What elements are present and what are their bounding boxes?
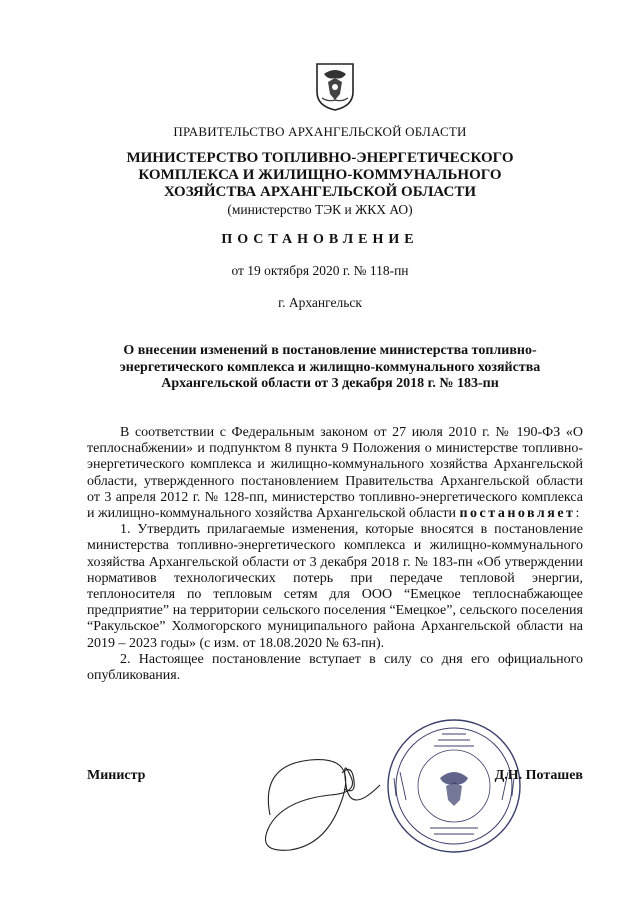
document-type: ПОСТАНОВЛЕНИЕ	[221, 232, 419, 247]
ministry-line: МИНИСТЕРСТВО ТОПЛИВНО-ЭНЕРГЕТИЧЕСКОГО	[126, 150, 514, 166]
body-item-1: 1. Утвердить прилагаемые изменения, которые вносятся в постановление министерства топливно-энергетического комплекса и жилищно-коммунального хозяйства Архангельской области от 3 декабря 2018 г. № 183-пн «Об утверждении нормативов технологических потерь при передаче тепловой энергии, теплоносителя по тепловым сетям для ООО “Емецкое теплоснабжающее предприятие” на территории сельского поселения “Емецкое”, сельского поселения “Ракульское” Холмогорского муниципального района Архангельской области на 2019 – 2023 годы» (с изм. от 18.08.2020 № 63-пн).	[87, 522, 583, 651]
body-intro-paragraph	[87, 425, 583, 522]
body-intro: В соответствии с Федеральным законом от 27 июля 2010 г. № 190-ФЗ «О теплоснабжении» и подпунктом 8 пункта 9 Положения о министерстве топливно-энергетического комплекса и жилищно-коммунального хозяйства Архангельской области, утвержденного постановлением Правительства Архангельской области от 3 апреля 2012 г. № 128-пп, министерство топливно-энергетического комплекса и жилищно-коммунального хозяйства Архангельской области	[87, 425, 583, 522]
document-city: г. Архангельск	[278, 295, 362, 310]
ministry-short-name: (министерство ТЭК и ЖКХ АО)	[227, 202, 413, 217]
coat-of-arms-icon	[314, 60, 356, 112]
document-body	[87, 425, 583, 684]
title-line: Архангельской области от 3 декабря 2018 г. № 183-пн	[161, 376, 499, 391]
signatory-title: Министр	[87, 768, 146, 783]
body-item-2: 2. Настоящее постановление вступает в силу со дня его официального опубликования.	[87, 651, 583, 684]
signature-block	[87, 768, 583, 798]
decree-colon: :	[575, 506, 580, 522]
decree-word: постановляет	[459, 506, 576, 522]
title-line: О внесении изменений в постановление министерства топливно-	[123, 343, 537, 358]
ministry-line: ХОЗЯЙСТВА АРХАНГЕЛЬСКОЙ ОБЛАСТИ	[163, 184, 477, 200]
document-title	[100, 343, 560, 393]
ministry-line: КОМПЛЕКСА И ЖИЛИЩНО-КОММУНАЛЬНОГО	[138, 167, 502, 183]
government-name: ПРАВИТЕЛЬСТВО АРХАНГЕЛЬСКОЙ ОБЛАСТИ	[173, 124, 467, 139]
ministry-name	[0, 150, 640, 218]
signatory-name: Д.Н. Поташев	[494, 768, 583, 783]
title-line: энергетического комплекса и жилищно-коммунального хозяйства	[119, 359, 541, 375]
document-date-number: от 19 октября 2020 г. № 118-пн	[231, 263, 409, 278]
